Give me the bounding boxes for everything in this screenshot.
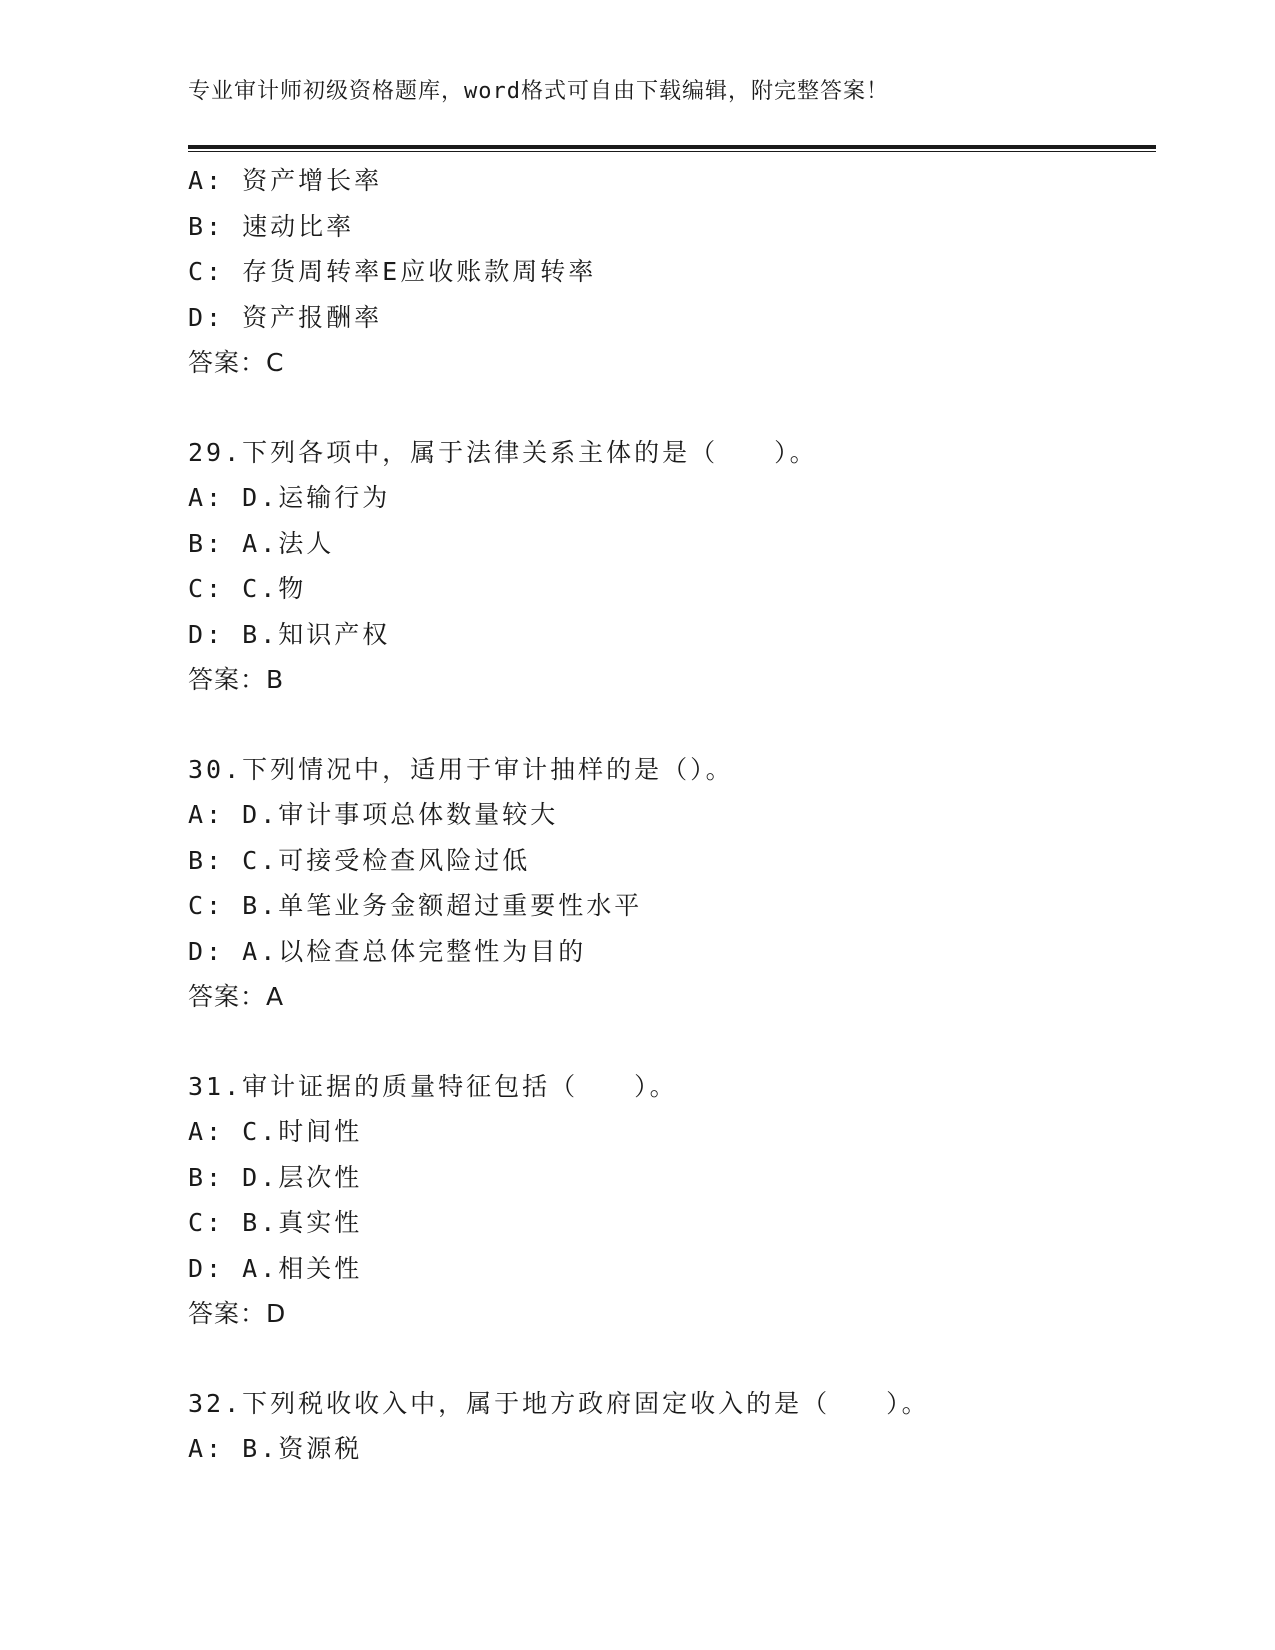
option-d: D: A.以检查总体完整性为目的 xyxy=(188,936,587,966)
header-rule-thin xyxy=(188,151,1156,152)
option-d: D: B.知识产权 xyxy=(188,619,391,649)
answer: 答案：D xyxy=(188,1299,287,1328)
option-c: C: B.真实性 xyxy=(188,1208,363,1237)
page-header: 专业审计师初级资格题库，word格式可自由下载编辑，附完整答案！ xyxy=(188,79,889,104)
option-c: C: B.单笔业务金额超过重要性水平 xyxy=(188,891,643,920)
question-28-partial xyxy=(188,158,1188,386)
question-stem: 30.下列情况中，适用于审计抽样的是（）。 xyxy=(188,754,734,784)
option-a: A: 资产增长率 xyxy=(188,166,383,195)
question-29 xyxy=(188,430,1188,703)
question-stem: 32.下列税收收入中，属于地方政府固定收入的是（ ）。 xyxy=(188,1388,930,1418)
option-c: C: C.物 xyxy=(188,574,307,603)
option-a: A: D.审计事项总体数量较大 xyxy=(188,800,559,829)
answer: 答案：C xyxy=(188,348,285,377)
option-b: B: A.法人 xyxy=(188,528,335,558)
question-32 xyxy=(188,1381,1188,1472)
answer: 答案：B xyxy=(188,665,285,694)
option-c: C: 存货周转率E应收账款周转率 xyxy=(188,257,597,286)
option-d: D: A.相关性 xyxy=(188,1253,363,1283)
option-a: A: D.运输行为 xyxy=(188,483,391,512)
option-b: B: 速动比率 xyxy=(188,211,355,241)
header-rule-thick xyxy=(188,145,1156,149)
option-d: D: 资产报酬率 xyxy=(188,302,383,332)
question-31 xyxy=(188,1064,1188,1337)
question-list xyxy=(188,158,1188,1472)
answer: 答案：A xyxy=(188,982,285,1011)
option-b: B: C.可接受检查风险过低 xyxy=(188,845,531,875)
question-stem: 31.审计证据的质量特征包括（ ）。 xyxy=(188,1071,678,1101)
option-a: A: B.资源税 xyxy=(188,1434,363,1463)
option-a: A: C.时间性 xyxy=(188,1117,363,1146)
question-stem: 29.下列各项中，属于法律关系主体的是（ ）。 xyxy=(188,437,818,467)
option-b: B: D.层次性 xyxy=(188,1162,363,1192)
question-30 xyxy=(188,747,1188,1020)
